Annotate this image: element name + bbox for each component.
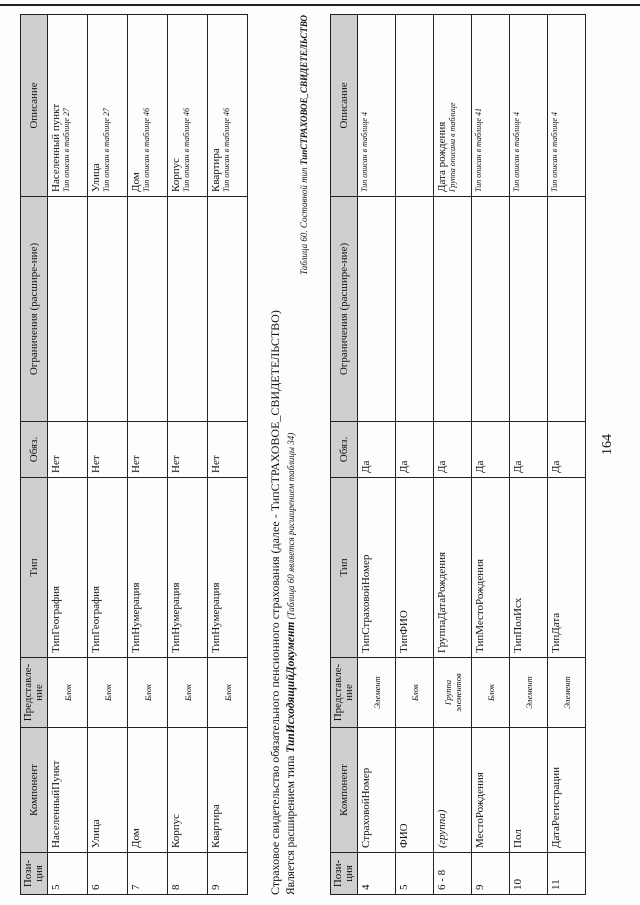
table-row [88,15,128,895]
cell-representation: Элемент [548,658,586,728]
cell-position: 10 [510,853,548,895]
table-address [20,14,248,895]
cell-description [358,15,396,197]
cell-component: (группа) [434,728,472,853]
cell-type: ТипГеография [48,478,88,658]
header-restrictions: Ограничения (расшире-ние) [331,197,358,422]
description-note: Тип описан в таблице 46 [222,108,231,192]
cell-position: 5 [396,853,434,895]
header-representation: Представле-ние [331,658,358,728]
cell-description [208,15,248,197]
cell-required: Да [548,422,586,478]
cell-representation: Блок [472,658,510,728]
cell-description [510,15,548,197]
cell-representation: Группа элементов [434,658,472,728]
header-representation: Представле-ние [21,658,48,728]
cell-component: НаселенныйПункт [48,728,88,853]
cell-representation: Блок [128,658,168,728]
cell-type: ТипСтраховойНомер [358,478,396,658]
cell-type: ТипМестоРождения [472,478,510,658]
caption-block [268,15,309,895]
page-number: 164 [600,434,615,455]
cell-representation: Блок [208,658,248,728]
header-restrictions: Ограничения (расшире-ние) [21,197,48,422]
table-row [510,15,548,895]
caption-line-1: Страховое свидетельство обязательного пенсионного страхования (далее - ТипСТРАХОВОЕ_СВИДЕТЕЛЬСТВО) [268,310,282,895]
cell-description [434,15,472,197]
header-type: Тип [331,478,358,658]
cell-type: ГруппаДатаРождения [434,478,472,658]
cell-representation: Блок [88,658,128,728]
header-required: Обяз. [331,422,358,478]
table-row [168,15,208,895]
cell-restrictions [358,197,396,422]
cell-required: Да [358,422,396,478]
cell-required: Да [434,422,472,478]
table-row [548,15,586,895]
description-note: Тип описан в таблице 4 [512,112,521,192]
cell-description [472,15,510,197]
description-note: Тип описан в таблице 4 [550,112,559,192]
header-description: Описание [21,15,48,197]
cell-position: 6 [88,853,128,895]
cell-component: Корпус [168,728,208,853]
cell-type: ТипПолИсх [510,478,548,658]
cell-restrictions [396,197,434,422]
cell-restrictions [88,197,128,422]
cell-description [548,15,586,197]
cell-position: 6 - 8 [434,853,472,895]
cell-restrictions [472,197,510,422]
cell-restrictions [434,197,472,422]
header-position: Пози-ция [331,853,358,895]
table-row [396,15,434,895]
cell-representation: Блок [396,658,434,728]
cell-position: 5 [48,853,88,895]
cell-component: Квартира [208,728,248,853]
cell-representation: Элемент [510,658,548,728]
header-component: Компонент [21,728,48,853]
cell-required: Да [396,422,434,478]
description-note: Группа описана в таблице [448,102,457,192]
cell-position: 8 [168,853,208,895]
description-note: Тип описан в таблице 41 [474,108,483,192]
header-type: Тип [21,478,48,658]
cell-type: ТипГеография [88,478,128,658]
cell-representation: Элемент [358,658,396,728]
cell-type: ТипНумерация [168,478,208,658]
header-description: Описание [331,15,358,197]
header-required: Обяз. [21,422,48,478]
cell-description [88,15,128,197]
table2-title [299,15,309,895]
caption-suffix: (Таблица 60 является расширением таблицы 34) [286,432,296,622]
cell-restrictions [168,197,208,422]
caption-line-2 [285,15,297,895]
table2-title-name: ТипСТРАХОВОЕ_СВИДЕТЕЛЬСТВО [299,15,309,166]
cell-type: ТипНумерация [128,478,168,658]
table-row [128,15,168,895]
cell-required: Да [510,422,548,478]
cell-position: 11 [548,853,586,895]
cell-position: 9 [208,853,248,895]
cell-restrictions [208,197,248,422]
cell-position: 9 [472,853,510,895]
description-note: Тип описан в таблице 27 [102,108,111,192]
cell-description [128,15,168,197]
cell-position: 7 [128,853,168,895]
table-row [208,15,248,895]
cell-required: Нет [88,422,128,478]
cell-component: СтраховойНомер [358,728,396,853]
cell-type: ТипДата [548,478,586,658]
table-row [358,15,396,895]
cell-required: Да [472,422,510,478]
header-position: Пози-ция [21,853,48,895]
table-row [472,15,510,895]
description-note: Тип описан в таблице 46 [182,108,191,192]
cell-description [168,15,208,197]
description-note: Тип описан в таблице 46 [142,108,151,192]
cell-required: Нет [128,422,168,478]
table-row [434,15,472,895]
description-text: Населенный пункт [50,103,62,192]
cell-required: Нет [168,422,208,478]
cell-restrictions [48,197,88,422]
cell-restrictions [548,197,586,422]
cell-description [396,15,434,197]
table-header-row [21,15,48,895]
description-text: Дата рождения [436,121,448,192]
cell-restrictions [510,197,548,422]
description-text: Дом [130,172,142,192]
cell-type: ТипФИО [396,478,434,658]
cell-description [48,15,88,197]
description-text: Улица [90,163,102,192]
caption-prefix: Является расширением типа [285,752,297,895]
cell-component: ДатаРегистрации [548,728,586,853]
caption-type-name: ТипИсходящийДокумент [285,621,297,753]
cell-representation: Блок [48,658,88,728]
cell-required: Нет [48,422,88,478]
cell-component: Улица [88,728,128,853]
cell-component: ФИО [396,728,434,853]
cell-required: Нет [208,422,248,478]
table-header-row [331,15,358,895]
table-insurance-certificate [330,14,586,895]
table-row [48,15,88,895]
description-note: Тип описан в таблице 27 [62,108,71,192]
description-note: Тип описан в таблице 4 [360,112,369,192]
table2-title-prefix: Таблица 60. Составной тип [299,165,309,275]
header-component: Компонент [331,728,358,853]
description-text: Корпус [170,157,182,192]
cell-restrictions [128,197,168,422]
cell-component: МестоРождения [472,728,510,853]
cell-position: 4 [358,853,396,895]
cell-component: Пол [510,728,548,853]
cell-type: ТипНумерация [208,478,248,658]
description-text: Квартира [210,148,222,192]
cell-component: Дом [128,728,168,853]
cell-representation: Блок [168,658,208,728]
